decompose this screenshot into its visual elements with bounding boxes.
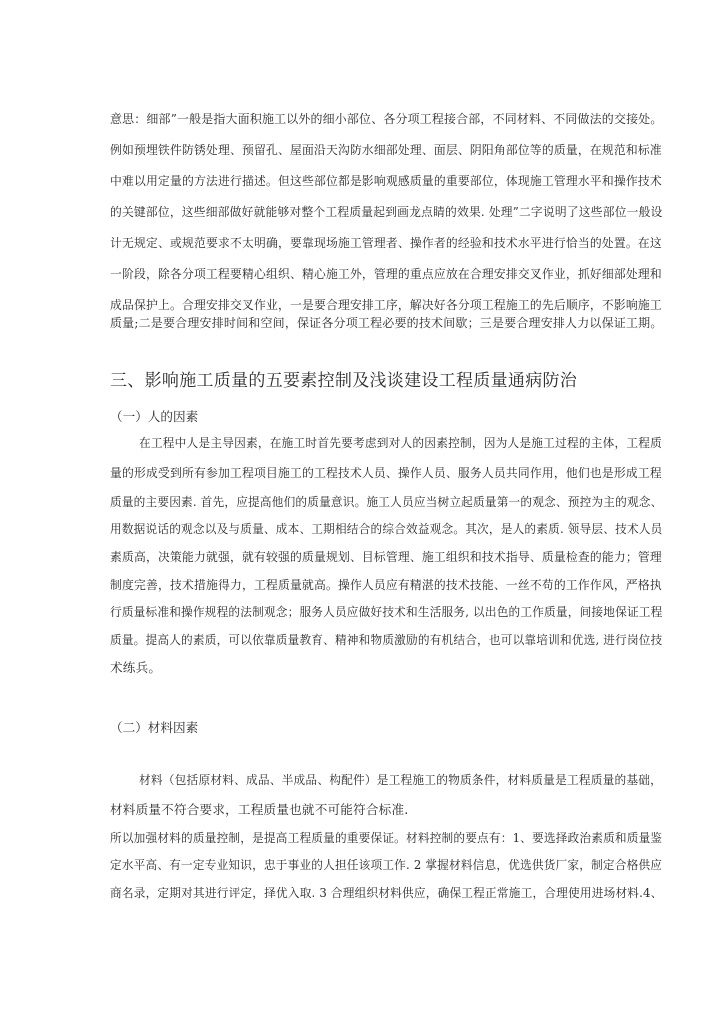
text-line: 行质量标准和操作规程的法制观念；服务人员应做好技术和生活服务, 以出色的工作质量，间接地保证工程 (110, 605, 663, 619)
text-line: 中难以用定量的方法进行描述。但这些部位都是影响观感质量的重要部位，体现施工管理水平和操作技术 (110, 174, 662, 188)
text-line: 材料质量不符合要求，工程质量也就不可能符合标准. (110, 802, 409, 817)
text-line: 成品保护上。合理安排交叉作业，一是要合理安排工序，解决好各分项工程施工的先后顺序，不影响施工 (110, 298, 662, 312)
text-line: 质量。提高人的素质，可以依靠质量教育、精神和物质激励的有机结合，也可以靠培训和优选, 进行岗位技 (110, 633, 663, 647)
text-line: 的关键部位，这些细部做好就能够对整个工程质量起到画龙点睛的效果. 处理”二字说明了这些部位一般设 (110, 205, 663, 219)
text-line: 术练兵。 (110, 660, 162, 675)
subsection-heading-materials: （二）材料因素 (110, 720, 199, 735)
text-line: 一阶段，除各分项工程要精心组织、精心施工外，管理的重点应放在合理安排交叉作业，抓好细部处理和 (110, 267, 662, 281)
text-line: 意思：细部”一般是指大面积施工以外的细小部位、各分项工程接合部，不同材料、不同做法的交接处。 (110, 112, 663, 126)
text-line: 商名录，定期对其进行评定，择优入取. 3 合理组织材料供应，确保工程正常施工，合理使用进场材料.4、 (110, 886, 663, 900)
subsection-heading-people: （一）人的因素 (110, 409, 199, 424)
text-line: 在工程中人是主导因素，在施工时首先要考虑到对人的因素控制，因为人是施工过程的主体，工程质 (139, 436, 663, 450)
text-line: 量的形成受到所有参加工程项目施工的工程技术人员、操作人员、服务人员共同作用，他们也是形成工程 (110, 466, 662, 480)
text-line: 制度完善，技术措施得力，工程质量就高。操作人员应有精湛的技术技能、一丝不苟的工作作风，严格执 (110, 578, 662, 592)
text-line: 所以加强材料的质量控制，是提高工程质量的重要保证。材料控制的要点有：1、要选择政治素质和质量鉴 (110, 831, 663, 845)
text-line: 用数据说话的观念以及与质量、成本、工期相结合的综合效益观念。其次，是人的素质. 领导层、技术人员 (110, 522, 663, 536)
section-heading: 三、影响施工质量的五要素控制及浅谈建设工程质量通病防治 (110, 371, 578, 391)
text-line: 材料（包括原材料、成品、半成品、构配件）是工程施工的物质条件，材料质量是工程质量的基础， (139, 773, 663, 787)
text-line: 质量;二是要合理安排时间和空间，保证各分项工程必要的技术间歇；三是要合理安排人力以保证工期。 (110, 316, 663, 330)
text-line: 例如预埋铁件防锈处理、预留孔、屋面沿天沟防水细部处理、面层、阴阳角部位等的质量，在规范和标准 (110, 143, 662, 157)
text-line: 素质高，决策能力就强，就有较强的质量规划、目标管理、施工组织和技术指导、质量检查的能力；管理 (110, 550, 662, 564)
text-line: 定水平高、有一定专业知识，忠于事业的人担任该项工作. 2 掌握材料信息，优选供货厂家，制定合格供应 (110, 858, 663, 872)
text-line: 计无规定、或规范要求不太明确，要靠现场施工管理者、操作者的经验和技术水平进行恰当的处置。在这 (110, 236, 662, 250)
text-line: 质量的主要因素. 首先，应提高他们的质量意识。施工人员应当树立起质量第一的观念、预控为主的观念、 (110, 495, 663, 509)
